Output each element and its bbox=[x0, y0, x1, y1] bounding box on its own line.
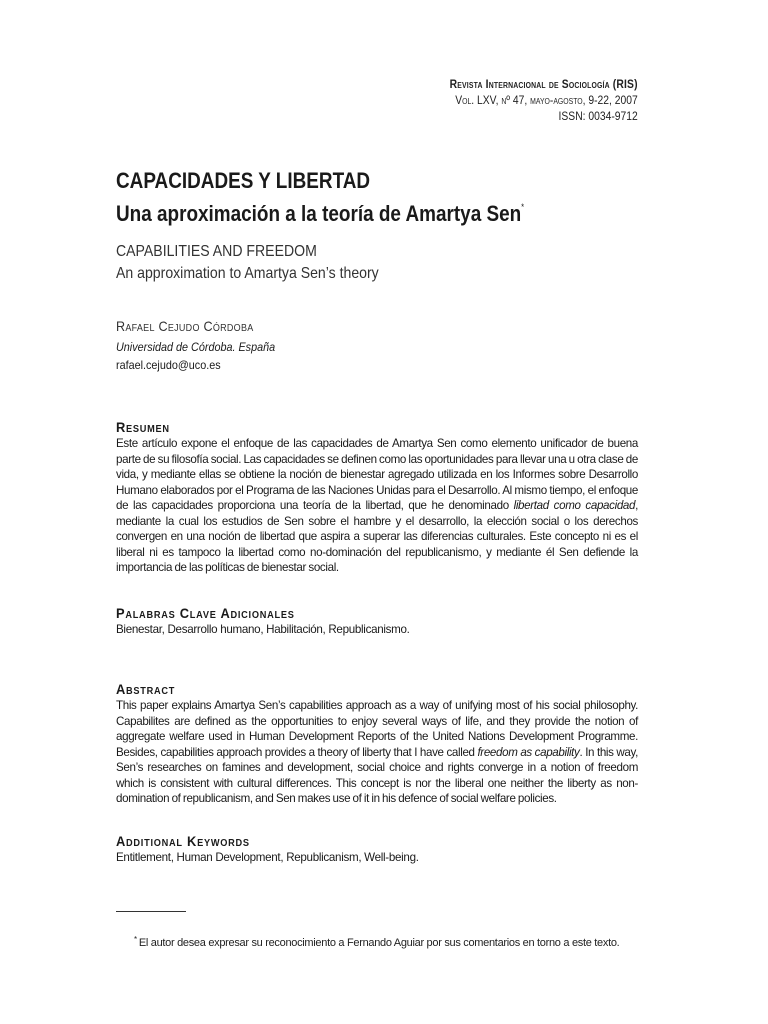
footnote-marker: * bbox=[134, 935, 137, 944]
palabras-clave-heading: Palabras Clave Adicionales bbox=[116, 605, 295, 621]
additional-keywords-heading: Additional Keywords bbox=[116, 833, 250, 849]
resumen-text-part1: Este artículo expone el enfoque de las capacidades de Amartya Sen como elemento unificador de buena parte de su filosofía social. Las capacidades se definen como las oportunidades para llevar una u otra clase de vida, y mediante ellas se obtiene la noción de bienestar agregado utilizada en los Informes sobre Desarrollo Humano elaborados por el Programa de las Naciones Unidas para el Desarrollo. Al mismo tiempo, el enfoque de las capacidades proporciona una teoría de la libertad, que he denominado bbox=[116, 437, 638, 512]
abstract-emphasis: freedom as capability bbox=[477, 745, 580, 759]
author-affiliation: Universidad de Córdoba. España bbox=[116, 340, 276, 354]
abstract-text-part1: This paper explains Amartya Sen’s capabilities approach as a way of unifying most of his social philosophy. Capabilites are defined as the opportunities to enjoy several ways of life, and they provide the notion of aggregate welfare used in Human Development Reports of the United Nations Development Programme. Besides, capabilities approach provides a theory of liberty that I have called bbox=[116, 699, 638, 759]
abstract-text bbox=[116, 698, 638, 807]
abstract-section bbox=[116, 680, 638, 807]
title-block bbox=[116, 168, 656, 285]
additional-keywords-section bbox=[116, 832, 638, 866]
title-spanish: CAPACIDADES Y LIBERTAD bbox=[116, 168, 371, 193]
title-footnote-marker[interactable]: * bbox=[521, 202, 525, 212]
abstract-heading: Abstract bbox=[116, 681, 176, 697]
author-name: Rafael Cejudo Córdoba bbox=[116, 318, 254, 334]
author-block bbox=[116, 318, 636, 372]
subtitle-spanish-text: Una aproximación a la teoría de Amartya Sen bbox=[116, 201, 522, 226]
additional-keywords-text: Entitlement, Human Development, Republicanism, Well-being. bbox=[116, 851, 419, 864]
author-email[interactable]: rafael.cejudo@uco.es bbox=[116, 358, 221, 372]
subtitle-english: An approximation to Amartya Sen’s theory bbox=[116, 265, 379, 282]
palabras-clave-section bbox=[116, 604, 638, 638]
palabras-clave-text: Bienestar, Desarrollo humano, Habilitación, Republicanismo. bbox=[116, 623, 410, 636]
title-english: CAPABILITIES AND FREEDOM bbox=[116, 243, 317, 260]
abstract-text-part2: . In this way, Sen’s researches on famines and development, social choice and rights converge in a notion of freedom which is consistent with cultural differences. This concept is nor the liberal one neither the liberty as non-domination of republicanism, and Sen makes use of it in his defence of social welfare policies. bbox=[116, 745, 638, 805]
resumen-text-part2: , mediante la cual los estudios de Sen sobre el hambre y el desarrollo, la elección social o los derechos convergen en una noción de libertad que aspira a superar las diferencias culturales. Este concepto ni es el liberal ni es tampoco la libertad como no-dominación del republicanismo, y mediante él Sen defiende la importancia de las políticas de bienestar social. bbox=[116, 499, 638, 574]
journal-header bbox=[450, 76, 638, 124]
resumen-heading: Resumen bbox=[116, 419, 170, 435]
footnote-divider bbox=[116, 911, 186, 912]
journal-issn: ISSN: 0034-9712 bbox=[558, 109, 638, 123]
footnote bbox=[134, 933, 644, 950]
resumen-section bbox=[116, 418, 638, 576]
journal-volume: Vol. LXV, nº 47, mayo-agosto, 9-22, 2007 bbox=[455, 93, 638, 107]
footnote-text: El autor desea expresar su reconocimiento a Fernando Aguiar por sus comentarios en torno a este texto. bbox=[138, 937, 620, 949]
journal-name: Revista Internacional de Sociología (RIS) bbox=[449, 77, 638, 91]
resumen-text bbox=[116, 436, 638, 576]
subtitle-spanish bbox=[116, 194, 580, 227]
resumen-emphasis: libertad como capacidad bbox=[513, 499, 636, 512]
